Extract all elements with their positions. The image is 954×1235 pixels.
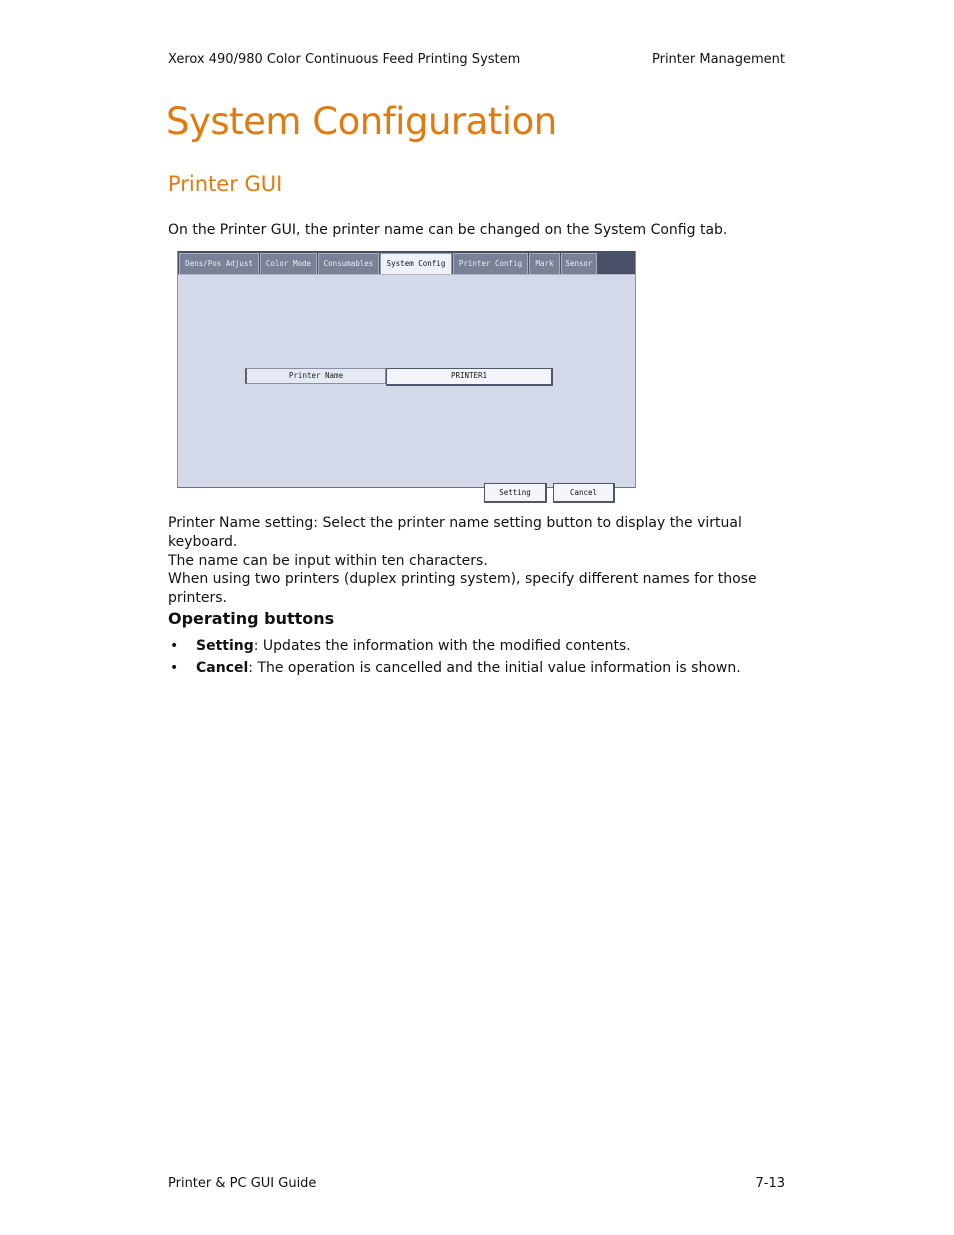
system-config-panel xyxy=(178,274,635,497)
cancel-button[interactable]: Cancel xyxy=(553,483,615,503)
list-item-desc: : Updates the information with the modified contents. xyxy=(253,638,631,654)
list-item-term: Setting xyxy=(196,638,254,654)
page-number: 7-13 xyxy=(755,1176,785,1191)
operating-buttons-heading: Operating buttons xyxy=(168,609,335,628)
bullet-icon: • xyxy=(170,660,179,676)
printer-name-label: Printer Name xyxy=(245,368,386,384)
bullet-icon: • xyxy=(170,638,179,654)
page-title: System Configuration xyxy=(166,100,557,143)
tab-printer-config[interactable]: Printer Config xyxy=(453,253,528,274)
tab-sensor[interactable]: Sensor xyxy=(561,253,597,274)
tab-dens-pos-adjust[interactable]: Dens/Pos Adjust xyxy=(179,253,259,274)
tab-mark[interactable]: Mark xyxy=(529,253,560,274)
printer-gui-screenshot xyxy=(177,251,636,497)
paragraph-line: Printer Name setting: Select the printer name setting button to display the virtual keyboard. xyxy=(168,515,742,550)
intro-paragraph: On the Printer GUI, the printer name can be changed on the System Config tab. xyxy=(168,222,728,238)
tab-bar xyxy=(178,251,635,274)
section-title: Printer GUI xyxy=(168,172,283,196)
running-header-section: Printer Management xyxy=(651,52,785,67)
tab-color-mode[interactable]: Color Mode xyxy=(260,253,317,274)
tab-system-config[interactable]: System Config xyxy=(380,253,452,276)
paragraph-line: The name can be input within ten characters. xyxy=(168,553,488,569)
tab-consumables[interactable]: Consumables xyxy=(318,253,379,274)
list-item-term: Cancel xyxy=(196,660,249,676)
printer-name-setting-paragraph xyxy=(168,514,788,571)
list-item-desc: : The operation is cancelled and the initial value information is shown. xyxy=(248,660,741,676)
operating-buttons-list xyxy=(168,637,741,681)
duplex-note-paragraph: When using two printers (duplex printing system), specify different names for those printers. xyxy=(168,571,757,606)
list-item xyxy=(168,637,741,659)
running-header-title: Xerox 490/980 Color Continuous Feed Printing System xyxy=(168,52,521,67)
setting-button[interactable]: Setting xyxy=(484,483,547,503)
list-item xyxy=(168,659,741,681)
printer-name-button[interactable]: PRINTER1 xyxy=(386,368,553,386)
footer-guide-title: Printer & PC GUI Guide xyxy=(168,1176,317,1191)
